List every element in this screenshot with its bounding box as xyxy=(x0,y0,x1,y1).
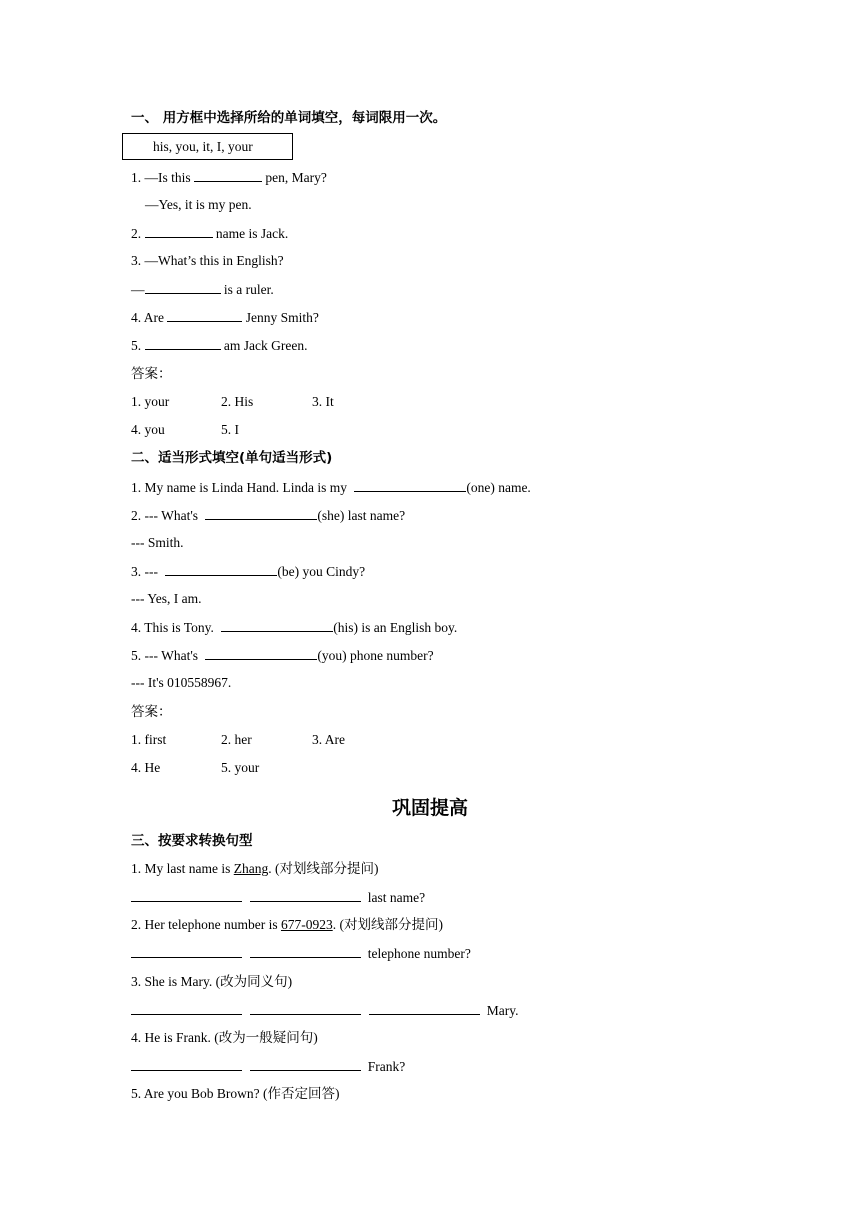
s2-answers-row-2 xyxy=(131,760,259,776)
answer-blank[interactable] xyxy=(165,563,277,576)
s3-answer-line-1: last name? xyxy=(131,889,425,906)
section1-heading: 一、 用方框中选择所给的单词填空，每词限用一次。 xyxy=(131,110,447,126)
answer-item: 1. your xyxy=(131,394,170,409)
s3-answer-line-2: telephone number? xyxy=(131,945,471,962)
s2-question-5-reply: --- It's 010558967. xyxy=(131,675,232,690)
answer-blank[interactable] xyxy=(221,619,333,632)
s2-answers-row-1 xyxy=(131,732,345,748)
answer-item: 5. I xyxy=(221,422,239,437)
answer-blank[interactable] xyxy=(131,1002,242,1015)
s2-question-4: 4. This is Tony. (his) is an English boy. xyxy=(131,620,458,635)
answer-blank[interactable] xyxy=(131,889,242,902)
answer-blank[interactable] xyxy=(131,1058,242,1071)
answer-item: 1. first xyxy=(131,732,167,747)
answer-blank[interactable] xyxy=(369,1002,480,1015)
s2-question-3: 3. --- (be) you Cindy? xyxy=(131,564,366,579)
s1-question-1: 1. —Is this pen, Mary? xyxy=(131,170,327,185)
s1-question-5: 5. am Jack Green. xyxy=(131,338,308,353)
s3-question-5: 5. Are you Bob Brown? (作否定回答) xyxy=(131,1086,340,1101)
answer-blank[interactable] xyxy=(167,309,242,322)
s1-question-1-reply: —Yes, it is my pen. xyxy=(145,197,252,212)
s3-question-2: 2. Her telephone number is 677-0923. (对划线部分提问) xyxy=(131,917,443,932)
answer-blank[interactable] xyxy=(250,889,361,902)
answer-blank[interactable] xyxy=(250,1058,361,1071)
answer-blank[interactable] xyxy=(250,1002,361,1015)
s1-answer-label: 答案： xyxy=(131,366,172,381)
answer-blank[interactable] xyxy=(354,479,466,492)
answer-blank[interactable] xyxy=(145,281,221,294)
answer-blank[interactable] xyxy=(205,507,317,520)
s2-question-5: 5. --- What's (you) phone number? xyxy=(131,648,434,663)
s1-question-2: 2. name is Jack. xyxy=(131,226,289,241)
word-box xyxy=(122,133,293,160)
s1-answers-row-2 xyxy=(131,422,239,438)
s2-question-1: 1. My name is Linda Hand. Linda is my (one) name. xyxy=(131,480,531,495)
underlined-word: 677-0923 xyxy=(280,917,333,932)
underlined-word: Zhang xyxy=(233,861,269,876)
answer-blank[interactable] xyxy=(250,945,361,958)
answer-blank[interactable] xyxy=(205,647,317,660)
page-title: 巩固提高 xyxy=(391,797,468,819)
s2-question-2-reply: --- Smith. xyxy=(131,535,184,550)
answer-item: 3. Are xyxy=(312,732,345,747)
answer-item: 5. your xyxy=(221,760,260,775)
answer-blank[interactable] xyxy=(131,945,242,958)
s2-question-2: 2. --- What's (she) last name? xyxy=(131,508,406,523)
section3-heading: 三、按要求转换句型 xyxy=(131,833,253,849)
s1-question-3-reply: — is a ruler. xyxy=(131,282,274,297)
s2-answer-label: 答案： xyxy=(131,704,172,719)
word-box-text: his, you, it, I, your xyxy=(153,139,253,154)
answer-blank[interactable] xyxy=(145,225,213,238)
s1-answers-row-1 xyxy=(131,394,334,410)
s1-question-4: 4. Are Jenny Smith? xyxy=(131,310,319,325)
answer-blank[interactable] xyxy=(194,169,262,182)
answer-blank[interactable] xyxy=(145,337,221,350)
s3-question-4: 4. He is Frank. (改为一般疑问句) xyxy=(131,1030,318,1045)
s1-question-3: 3. —What’s this in English? xyxy=(131,253,284,268)
answer-item: 3. It xyxy=(312,394,334,409)
answer-item: 4. He xyxy=(131,760,161,775)
answer-item: 2. her xyxy=(221,732,252,747)
s3-question-3: 3. She is Mary. (改为同义句) xyxy=(131,974,293,989)
answer-item: 4. you xyxy=(131,422,165,437)
answer-item: 2. His xyxy=(221,394,254,409)
section2-heading: 二、适当形式填空(单句适当形式) xyxy=(131,450,333,466)
s3-question-1: 1. My last name is Zhang. (对划线部分提问) xyxy=(131,861,379,876)
s2-question-3-reply: --- Yes, I am. xyxy=(131,591,202,606)
s3-answer-line-3: Mary. xyxy=(131,1002,519,1019)
s3-answer-line-4: Frank? xyxy=(131,1058,405,1075)
